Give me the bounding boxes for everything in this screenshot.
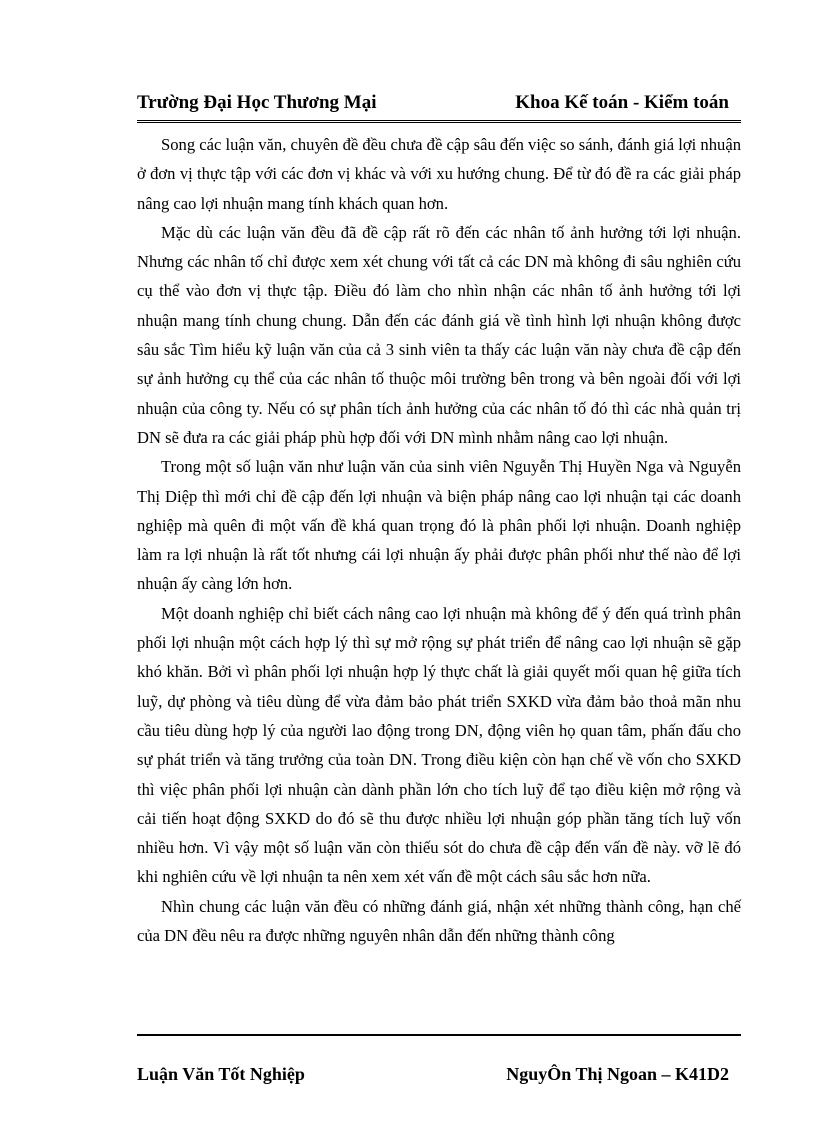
footer-author: NguyÔn Thị Ngoan – K41D2 [506, 1064, 729, 1084]
header-school-name: Trường Đại Học Thương Mại [137, 92, 377, 113]
page-footer [137, 1064, 741, 1090]
document-body [137, 130, 741, 950]
header-faculty-name: Khoa Kế toán - Kiểm toán [515, 92, 729, 113]
header-divider [137, 120, 741, 123]
footer-thesis-title: Luận Văn Tốt Nghiệp [137, 1064, 305, 1084]
page-header [137, 88, 741, 120]
paragraph: Trong một số luận văn như luận văn của sinh viên Nguyễn Thị Huyền Nga và Nguyễn Thị Diệp thì mới chỉ đề cập đến lợi nhuận và biện pháp nâng cao lợi nhuận tại các doanh nghiệp mà quên đi một vấn đề khá quan trọng đó là phân phối lợi nhuận. Doanh nghiệp làm ra lợi nhuận là rất tốt nhưng cái lợi nhuận ấy phải được phân phối như thế nào để lợi nhuận ấy càng lớn hơn. [137, 457, 741, 594]
paragraph: Song các luận văn, chuyên đề đều chưa đề cập sâu đến việc so sánh, đánh giá lợi nhuận ở đơn vị thực tập với các đơn vị khác và với xu hướng chung. Để từ đó đề ra các giải pháp nâng cao lợi nhuận mang tính khách quan hơn. [137, 135, 741, 213]
footer-divider [137, 1034, 741, 1036]
paragraph: Một doanh nghiệp chỉ biết cách nâng cao lợi nhuận mà không để ý đến quá trình phân phối lợi nhuận một cách hợp lý thì sự mở rộng sự phát triển để nâng cao lợi nhuận sẽ gặp khó khăn. Bởi vì phân phối lợi nhuận hợp lý thực chất là giải quyết mối quan hệ giữa tích luỹ, dự phòng và tiêu dùng để vừa đảm bảo phát triển SXKD vừa đảm bảo thoả mãn nhu cầu tiêu dùng hợp lý của người lao động trong DN, động viên họ quan tâm, phấn đấu cho sự phát triển và tăng trưởng của toàn DN. Trong điều kiện còn hạn chế về vốn cho SXKD thì việc phân phối lợi nhuận càn dành phần lớn cho tích luỹ để tạo điều kiện mở rộng và cải tiến hoạt động SXKD do đó sẽ thu được nhiều lợi nhuận góp phần tăng tích luỹ vốn nhiều hơn. Vì vậy một số luận văn còn thiếu sót do chưa đề cập đến vấn đề này. vỡ lẽ đó khi nghiên cứu về lợi nhuận ta nên xem xét vấn đề một cách sâu sắc hơn nữa. [137, 603, 741, 887]
paragraph: Nhìn chung các luận văn đều có những đánh giá, nhận xét những thành công, hạn chế của DN đều nêu ra được những nguyên nhân dẫn đến những thành công [137, 896, 741, 946]
paragraph: Mặc dù các luận văn đều đã đề cập rất rõ đến các nhân tố ảnh hưởng tới lợi nhuận. Nhưng các nhân tố chỉ được xem xét chung với tất cả các DN mà không đi sâu nghiên cứu cụ thể vào đơn vị thực tập. Điều đó làm cho nhìn nhận các nhân tố ảnh hưởng tới lợi nhuận mang tính chung chung. Dẫn đến các đánh giá về tình hình lợi nhuận không được sâu sắc Tìm hiểu kỹ luận văn của cả 3 sinh viên ta thấy các luận văn này chưa đề cập đến sự ảnh hưởng cụ thể của các nhân tố thuộc môi trường bên trong và bên ngoài đối với lợi nhuận của công ty. Nếu có sự phân tích ảnh hưởng của các nhân tố đó thì các nhà quản trị DN sẽ đưa ra các giải pháp phù hợp đối với DN mình nhằm nâng cao lợi nhuận. [137, 222, 741, 447]
